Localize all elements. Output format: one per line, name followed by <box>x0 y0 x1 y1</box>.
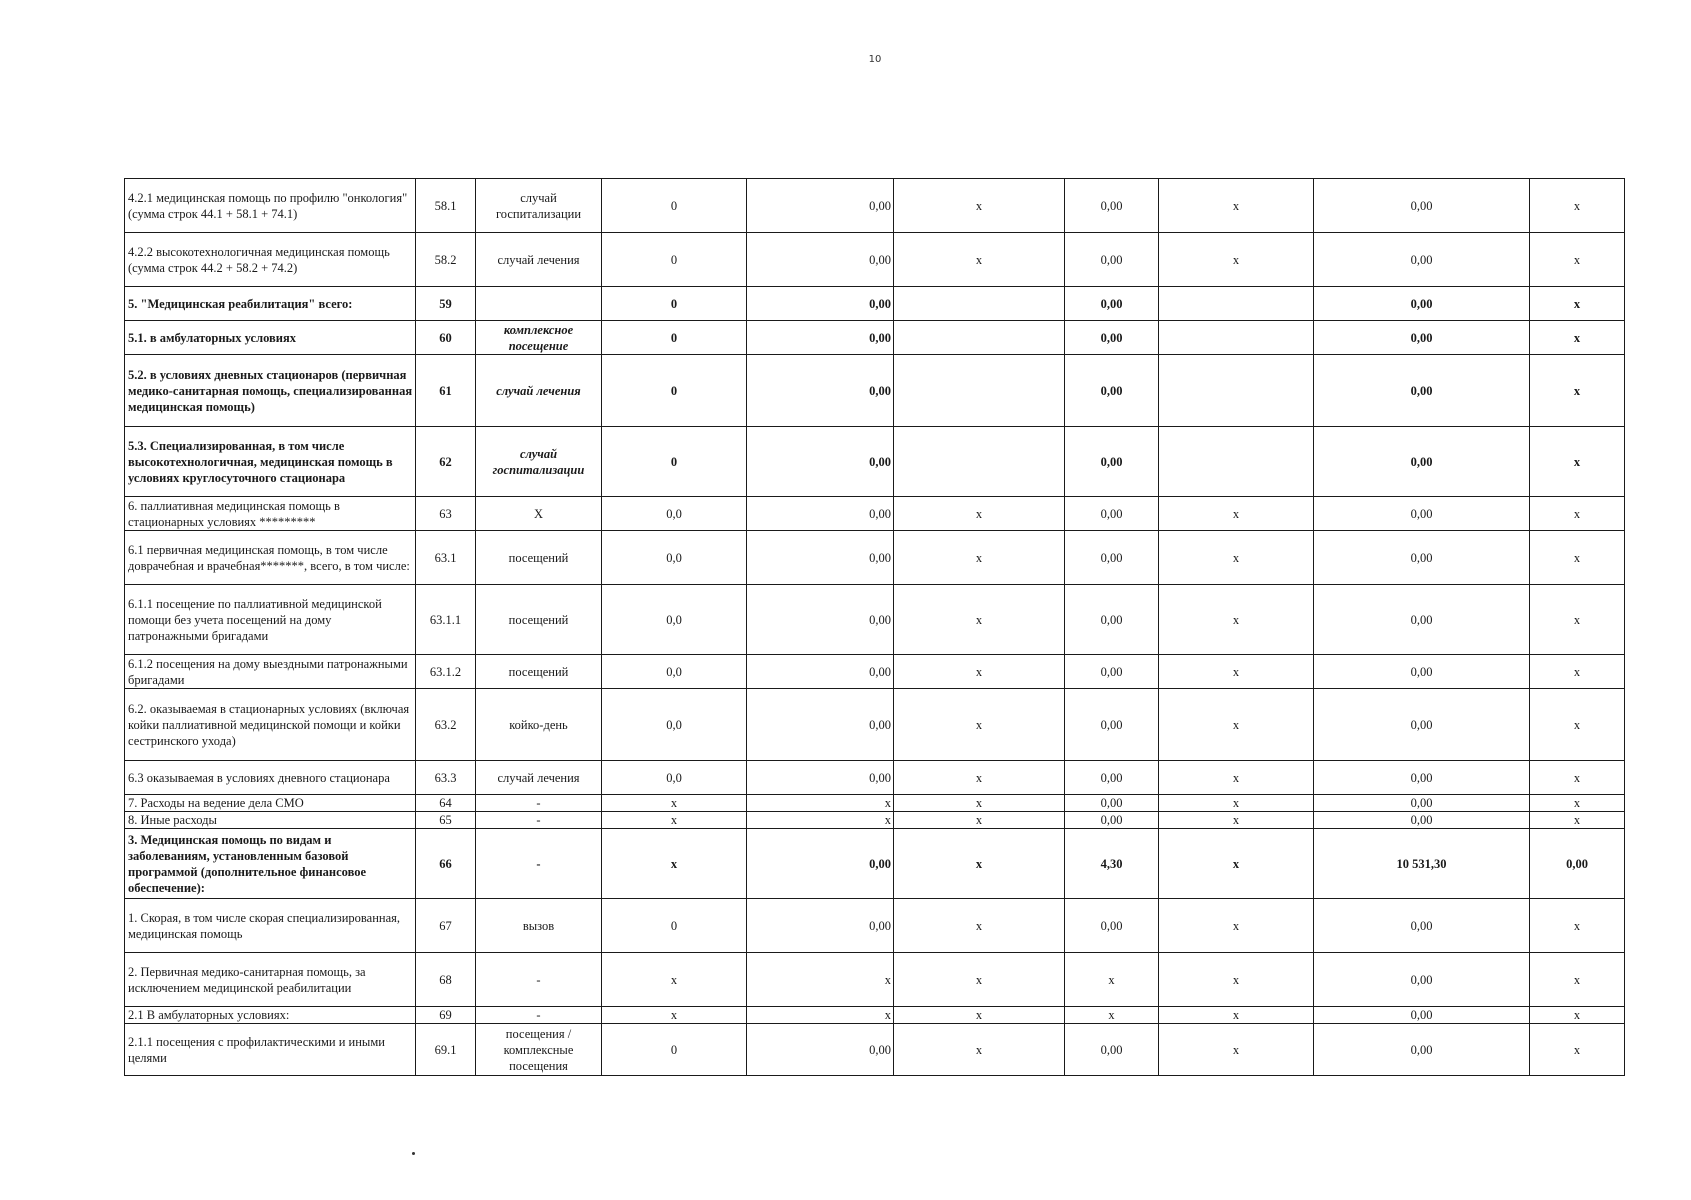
stray-dot <box>412 1152 415 1155</box>
cell-unit: - <box>476 1007 602 1024</box>
cell-col-5: x <box>1159 1024 1314 1076</box>
cell-col-6: 0,00 <box>1314 321 1530 355</box>
cell-col-1: x <box>602 812 747 829</box>
cell-col-6: 0,00 <box>1314 655 1530 689</box>
cell-col-3: x <box>894 531 1065 585</box>
cell-name: 2.1.1 посещения с профилактическими и иными целями <box>125 1024 416 1076</box>
cell-col-7: x <box>1530 355 1625 427</box>
cell-col-1: 0 <box>602 427 747 497</box>
cell-name: 7. Расходы на ведение дела СМО <box>125 795 416 812</box>
cell-col-3: x <box>894 899 1065 953</box>
cell-col-4: 0,00 <box>1065 899 1159 953</box>
cell-col-2: 0,00 <box>747 355 894 427</box>
cell-line-number: 63.1.2 <box>416 655 476 689</box>
cell-col-1: 0 <box>602 321 747 355</box>
page-number: 10 <box>868 54 882 65</box>
table-body <box>125 179 1625 1076</box>
cell-unit: комплексное посещение <box>476 321 602 355</box>
cell-col-2: x <box>747 795 894 812</box>
cell-col-7: x <box>1530 497 1625 531</box>
cell-line-number: 62 <box>416 427 476 497</box>
cell-col-3: x <box>894 233 1065 287</box>
cell-col-6: 0,00 <box>1314 1024 1530 1076</box>
cell-col-4: 0,00 <box>1065 179 1159 233</box>
cell-col-6: 0,00 <box>1314 812 1530 829</box>
cell-col-1: 0,0 <box>602 689 747 761</box>
cell-col-2: x <box>747 812 894 829</box>
table-row <box>125 497 1625 531</box>
cell-col-5: x <box>1159 689 1314 761</box>
cell-unit: случай госпитализации <box>476 179 602 233</box>
cell-line-number: 58.1 <box>416 179 476 233</box>
cell-col-4: 0,00 <box>1065 795 1159 812</box>
cell-col-1: x <box>602 1007 747 1024</box>
table-row <box>125 321 1625 355</box>
table-row <box>125 1024 1625 1076</box>
cell-col-6: 0,00 <box>1314 287 1530 321</box>
cell-line-number: 63.2 <box>416 689 476 761</box>
cell-col-7: x <box>1530 812 1625 829</box>
cell-col-6: 0,00 <box>1314 795 1530 812</box>
cell-col-6: 0,00 <box>1314 689 1530 761</box>
cell-col-6: 0,00 <box>1314 585 1530 655</box>
cell-col-5 <box>1159 321 1314 355</box>
cell-name: 8. Иные расходы <box>125 812 416 829</box>
cell-col-1: x <box>602 829 747 899</box>
cell-col-7: x <box>1530 585 1625 655</box>
table-row <box>125 655 1625 689</box>
cell-col-4: x <box>1065 1007 1159 1024</box>
cell-col-2: 0,00 <box>747 899 894 953</box>
cell-name: 3. Медицинская помощь по видам и заболеваниям, установленным базовой программой (дополнительное финансовое обеспечение): <box>125 829 416 899</box>
cell-col-5: x <box>1159 531 1314 585</box>
cell-col-1: 0,0 <box>602 497 747 531</box>
cell-name: 6.1 первичная медицинская помощь, в том числе доврачебная и врачебная*******, всего, в том числе: <box>125 531 416 585</box>
cell-col-4: 0,00 <box>1065 1024 1159 1076</box>
cell-col-4: 0,00 <box>1065 585 1159 655</box>
financing-table <box>124 178 1625 1076</box>
cell-col-5: x <box>1159 1007 1314 1024</box>
cell-line-number: 59 <box>416 287 476 321</box>
cell-col-3: x <box>894 812 1065 829</box>
cell-col-2: 0,00 <box>747 761 894 795</box>
table-row <box>125 829 1625 899</box>
cell-unit: посещений <box>476 655 602 689</box>
cell-col-3: x <box>894 585 1065 655</box>
cell-col-6: 10 531,30 <box>1314 829 1530 899</box>
cell-col-1: 0 <box>602 899 747 953</box>
cell-col-5 <box>1159 427 1314 497</box>
cell-name: 6.1.2 посещения на дому выездными патронажными бригадами <box>125 655 416 689</box>
cell-line-number: 63 <box>416 497 476 531</box>
cell-name: 5.3. Специализированная, в том числе высокотехнологичная, медицинская помощь в условиях круглосуточного стационара <box>125 427 416 497</box>
cell-col-7: 0,00 <box>1530 829 1625 899</box>
table-row <box>125 355 1625 427</box>
table-row <box>125 953 1625 1007</box>
cell-col-5: x <box>1159 795 1314 812</box>
cell-unit: случай лечения <box>476 233 602 287</box>
cell-col-2: 0,00 <box>747 497 894 531</box>
cell-col-4: 4,30 <box>1065 829 1159 899</box>
cell-col-7: x <box>1530 233 1625 287</box>
cell-col-3: x <box>894 1007 1065 1024</box>
cell-col-5 <box>1159 355 1314 427</box>
cell-col-2: 0,00 <box>747 585 894 655</box>
cell-unit: посещений <box>476 585 602 655</box>
cell-unit: случай лечения <box>476 761 602 795</box>
table-row <box>125 287 1625 321</box>
cell-col-5: x <box>1159 179 1314 233</box>
table-row <box>125 233 1625 287</box>
cell-col-4: 0,00 <box>1065 655 1159 689</box>
table-row <box>125 427 1625 497</box>
cell-name: 1. Скорая, в том числе скорая специализированная, медицинская помощь <box>125 899 416 953</box>
cell-col-7: x <box>1530 321 1625 355</box>
cell-line-number: 64 <box>416 795 476 812</box>
cell-col-7: x <box>1530 761 1625 795</box>
table-row <box>125 812 1625 829</box>
cell-col-4: 0,00 <box>1065 761 1159 795</box>
cell-line-number: 69 <box>416 1007 476 1024</box>
cell-unit: посещений <box>476 531 602 585</box>
cell-col-1: 0,0 <box>602 585 747 655</box>
cell-col-7: x <box>1530 427 1625 497</box>
cell-col-6: 0,00 <box>1314 497 1530 531</box>
cell-col-3: x <box>894 761 1065 795</box>
cell-col-4: 0,00 <box>1065 497 1159 531</box>
cell-line-number: 65 <box>416 812 476 829</box>
cell-name: 5.1. в амбулаторных условиях <box>125 321 416 355</box>
cell-name: 6.3 оказываемая в условиях дневного стационара <box>125 761 416 795</box>
cell-col-4: 0,00 <box>1065 689 1159 761</box>
table-row <box>125 761 1625 795</box>
cell-col-3: x <box>894 953 1065 1007</box>
cell-col-1: 0,0 <box>602 531 747 585</box>
cell-col-2: 0,00 <box>747 1024 894 1076</box>
cell-name: 4.2.2 высокотехнологичная медицинская помощь (сумма строк 44.2 + 58.2 + 74.2) <box>125 233 416 287</box>
cell-col-3: x <box>894 179 1065 233</box>
cell-col-6: 0,00 <box>1314 233 1530 287</box>
cell-col-3: x <box>894 655 1065 689</box>
cell-col-5: x <box>1159 953 1314 1007</box>
cell-unit: случай госпитализации <box>476 427 602 497</box>
cell-col-6: 0,00 <box>1314 1007 1530 1024</box>
cell-col-6: 0,00 <box>1314 531 1530 585</box>
cell-col-5: x <box>1159 655 1314 689</box>
cell-col-4: 0,00 <box>1065 287 1159 321</box>
cell-col-7: x <box>1530 899 1625 953</box>
cell-col-5: x <box>1159 899 1314 953</box>
cell-col-2: 0,00 <box>747 427 894 497</box>
cell-col-2: 0,00 <box>747 689 894 761</box>
table-row <box>125 795 1625 812</box>
cell-col-1: 0,0 <box>602 655 747 689</box>
cell-col-5: x <box>1159 233 1314 287</box>
cell-name: 2.1 В амбулаторных условиях: <box>125 1007 416 1024</box>
cell-col-6: 0,00 <box>1314 355 1530 427</box>
cell-col-4: 0,00 <box>1065 531 1159 585</box>
cell-col-7: x <box>1530 953 1625 1007</box>
cell-col-1: 0 <box>602 1024 747 1076</box>
cell-col-6: 0,00 <box>1314 899 1530 953</box>
cell-col-2: 0,00 <box>747 321 894 355</box>
cell-col-4: 0,00 <box>1065 812 1159 829</box>
cell-col-6: 0,00 <box>1314 179 1530 233</box>
cell-col-7: x <box>1530 1007 1625 1024</box>
cell-unit: вызов <box>476 899 602 953</box>
cell-col-4: 0,00 <box>1065 427 1159 497</box>
table-row <box>125 689 1625 761</box>
cell-line-number: 60 <box>416 321 476 355</box>
cell-col-1: 0 <box>602 179 747 233</box>
cell-col-2: 0,00 <box>747 179 894 233</box>
cell-name: 6. паллиативная медицинская помощь в стационарных условиях ********* <box>125 497 416 531</box>
table-row <box>125 1007 1625 1024</box>
cell-col-3 <box>894 321 1065 355</box>
cell-col-2: 0,00 <box>747 287 894 321</box>
cell-unit: - <box>476 812 602 829</box>
cell-col-7: x <box>1530 531 1625 585</box>
cell-line-number: 68 <box>416 953 476 1007</box>
cell-col-2: 0,00 <box>747 655 894 689</box>
cell-col-1: 0 <box>602 287 747 321</box>
cell-unit: посещения / комплексные посещения <box>476 1024 602 1076</box>
cell-line-number: 63.1 <box>416 531 476 585</box>
cell-col-2: 0,00 <box>747 233 894 287</box>
cell-name: 5. "Медицинская реабилитация" всего: <box>125 287 416 321</box>
cell-unit: - <box>476 829 602 899</box>
cell-line-number: 61 <box>416 355 476 427</box>
cell-unit: X <box>476 497 602 531</box>
cell-col-3: x <box>894 689 1065 761</box>
table-row <box>125 531 1625 585</box>
cell-unit <box>476 287 602 321</box>
cell-name: 6.2. оказываемая в стационарных условиях (включая койки паллиативной медицинской помощи и койки сестринского ухода) <box>125 689 416 761</box>
table-row <box>125 179 1625 233</box>
cell-col-3: x <box>894 829 1065 899</box>
cell-col-6: 0,00 <box>1314 427 1530 497</box>
cell-col-2: 0,00 <box>747 531 894 585</box>
cell-col-4: 0,00 <box>1065 233 1159 287</box>
cell-col-4: x <box>1065 953 1159 1007</box>
cell-col-7: x <box>1530 655 1625 689</box>
cell-col-1: 0 <box>602 233 747 287</box>
cell-col-1: x <box>602 795 747 812</box>
cell-col-7: x <box>1530 795 1625 812</box>
cell-line-number: 58.2 <box>416 233 476 287</box>
cell-col-1: 0,0 <box>602 761 747 795</box>
cell-line-number: 63.1.1 <box>416 585 476 655</box>
cell-col-3 <box>894 427 1065 497</box>
cell-col-6: 0,00 <box>1314 953 1530 1007</box>
cell-col-7: x <box>1530 689 1625 761</box>
cell-col-1: 0 <box>602 355 747 427</box>
cell-col-5: x <box>1159 761 1314 795</box>
table-row <box>125 899 1625 953</box>
cell-col-3 <box>894 355 1065 427</box>
cell-col-5: x <box>1159 829 1314 899</box>
cell-col-5 <box>1159 287 1314 321</box>
cell-unit: - <box>476 795 602 812</box>
cell-name: 4.2.1 медицинская помощь по профилю "онкология" (сумма строк 44.1 + 58.1 + 74.1) <box>125 179 416 233</box>
cell-name: 5.2. в условиях дневных стационаров (первичная медико-санитарная помощь, специализированная медицинская помощь) <box>125 355 416 427</box>
cell-col-4: 0,00 <box>1065 321 1159 355</box>
cell-line-number: 66 <box>416 829 476 899</box>
cell-line-number: 63.3 <box>416 761 476 795</box>
cell-col-6: 0,00 <box>1314 761 1530 795</box>
cell-name: 6.1.1 посещение по паллиативной медицинской помощи без учета посещений на дому патронажными бригадами <box>125 585 416 655</box>
cell-col-2: 0,00 <box>747 829 894 899</box>
cell-col-3: x <box>894 497 1065 531</box>
cell-col-5: x <box>1159 497 1314 531</box>
table-row <box>125 585 1625 655</box>
cell-col-5: x <box>1159 812 1314 829</box>
cell-col-1: x <box>602 953 747 1007</box>
cell-col-3: x <box>894 795 1065 812</box>
cell-unit: случай лечения <box>476 355 602 427</box>
cell-line-number: 67 <box>416 899 476 953</box>
cell-col-3: x <box>894 1024 1065 1076</box>
cell-col-2: x <box>747 1007 894 1024</box>
cell-col-7: x <box>1530 287 1625 321</box>
cell-col-7: x <box>1530 1024 1625 1076</box>
cell-unit: койко-день <box>476 689 602 761</box>
cell-col-3 <box>894 287 1065 321</box>
cell-col-4: 0,00 <box>1065 355 1159 427</box>
cell-name: 2. Первичная медико-санитарная помощь, за исключением медицинской реабилитации <box>125 953 416 1007</box>
cell-col-2: x <box>747 953 894 1007</box>
cell-line-number: 69.1 <box>416 1024 476 1076</box>
cell-col-5: x <box>1159 585 1314 655</box>
cell-unit: - <box>476 953 602 1007</box>
cell-col-7: x <box>1530 179 1625 233</box>
financing-table-container <box>124 178 1624 1076</box>
